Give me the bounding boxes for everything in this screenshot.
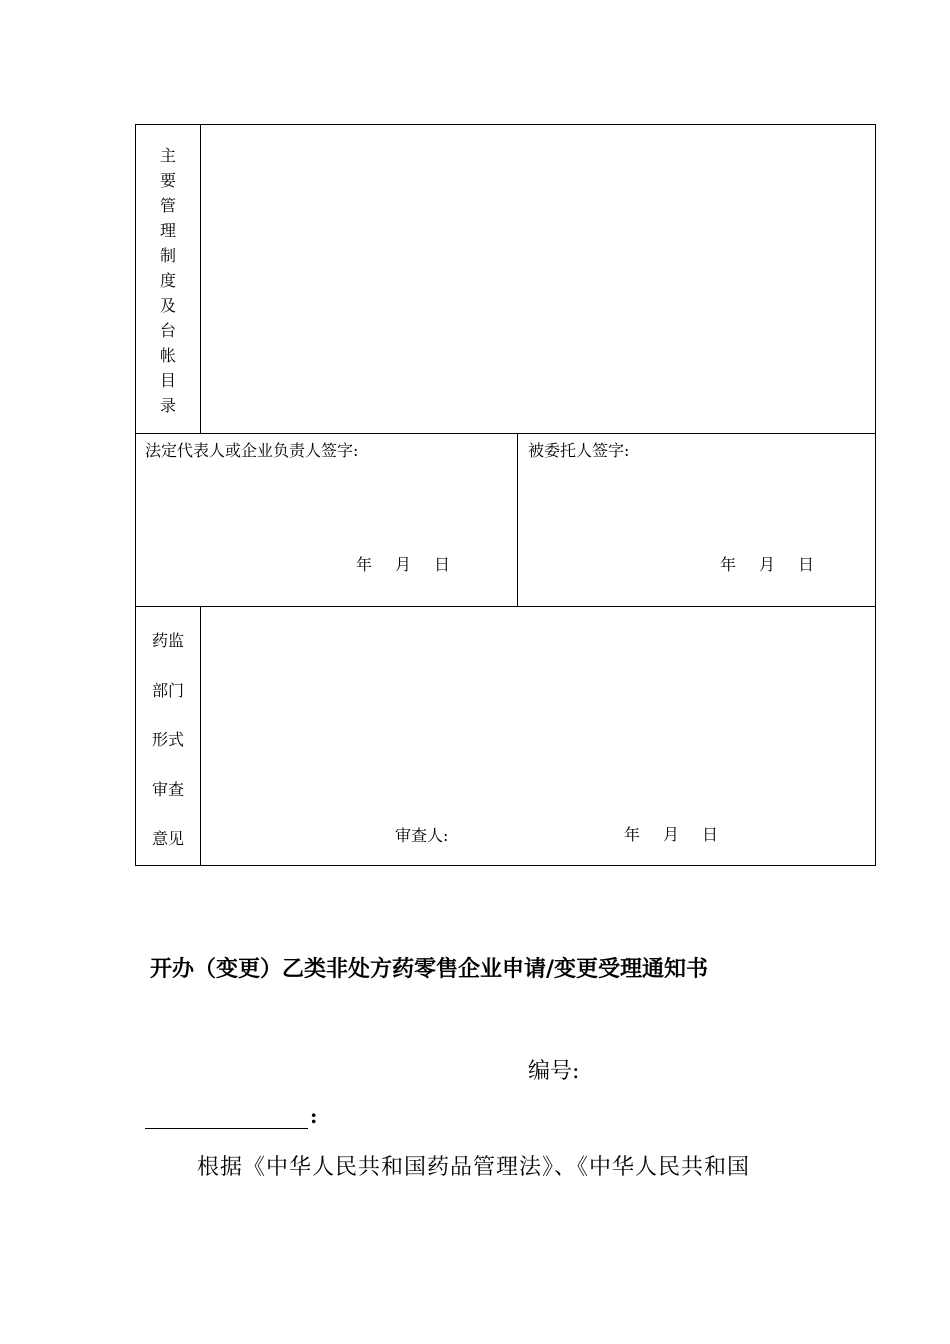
review-opinion-label <box>135 616 201 864</box>
mgmt-label-char: 目 <box>159 371 176 390</box>
date-day: 日 <box>434 555 451 574</box>
notice-title: 开办（变更）乙类非处方药零售企业申请/变更受理通知书 <box>150 956 709 982</box>
mgmt-label-char: 理 <box>159 221 176 240</box>
reviewer-label: 审查人: <box>395 826 449 845</box>
date-year: 年 <box>720 555 737 574</box>
review-date <box>624 822 718 845</box>
mgmt-label-char: 帐 <box>159 346 176 365</box>
addressee-colon: : <box>310 1104 318 1128</box>
date-month: 月 <box>663 825 680 844</box>
legal-rep-date <box>356 552 450 575</box>
mgmt-label-char: 录 <box>159 396 176 415</box>
row-divider-2 <box>135 606 876 607</box>
mgmt-label-char: 管 <box>159 196 176 215</box>
legal-rep-signature-label: 法定代表人或企业负责人签字: <box>145 441 359 460</box>
mgmt-label-char: 度 <box>159 271 176 290</box>
delegate-date <box>720 552 814 575</box>
date-year: 年 <box>624 825 641 844</box>
date-month: 月 <box>759 555 776 574</box>
addressee-blank-line <box>145 1128 308 1129</box>
mgmt-label-char: 及 <box>159 296 176 315</box>
review-label-part: 审查 <box>151 779 184 799</box>
mgmt-system-label <box>135 143 201 418</box>
delegate-signature-label: 被委托人签字: <box>528 441 630 460</box>
notice-body-text: 根据《中华人民共和国药品管理法》、《中华人民共和国 <box>197 1155 751 1180</box>
signature-column-divider <box>517 433 518 607</box>
date-day: 日 <box>702 825 719 844</box>
form-table <box>135 124 876 866</box>
mgmt-label-char: 台 <box>159 321 176 340</box>
mgmt-label-char: 要 <box>159 171 176 190</box>
review-label-part: 部门 <box>151 680 184 700</box>
date-year: 年 <box>356 555 373 574</box>
mgmt-label-char: 主 <box>159 146 176 165</box>
row-divider-1 <box>135 433 876 434</box>
date-month: 月 <box>395 555 412 574</box>
date-day: 日 <box>798 555 815 574</box>
review-label-part: 意见 <box>151 829 184 848</box>
notice-number-label: 编号: <box>528 1059 580 1084</box>
review-label-part: 药监 <box>151 631 184 650</box>
review-label-part: 形式 <box>151 730 184 749</box>
mgmt-label-char: 制 <box>159 246 176 265</box>
